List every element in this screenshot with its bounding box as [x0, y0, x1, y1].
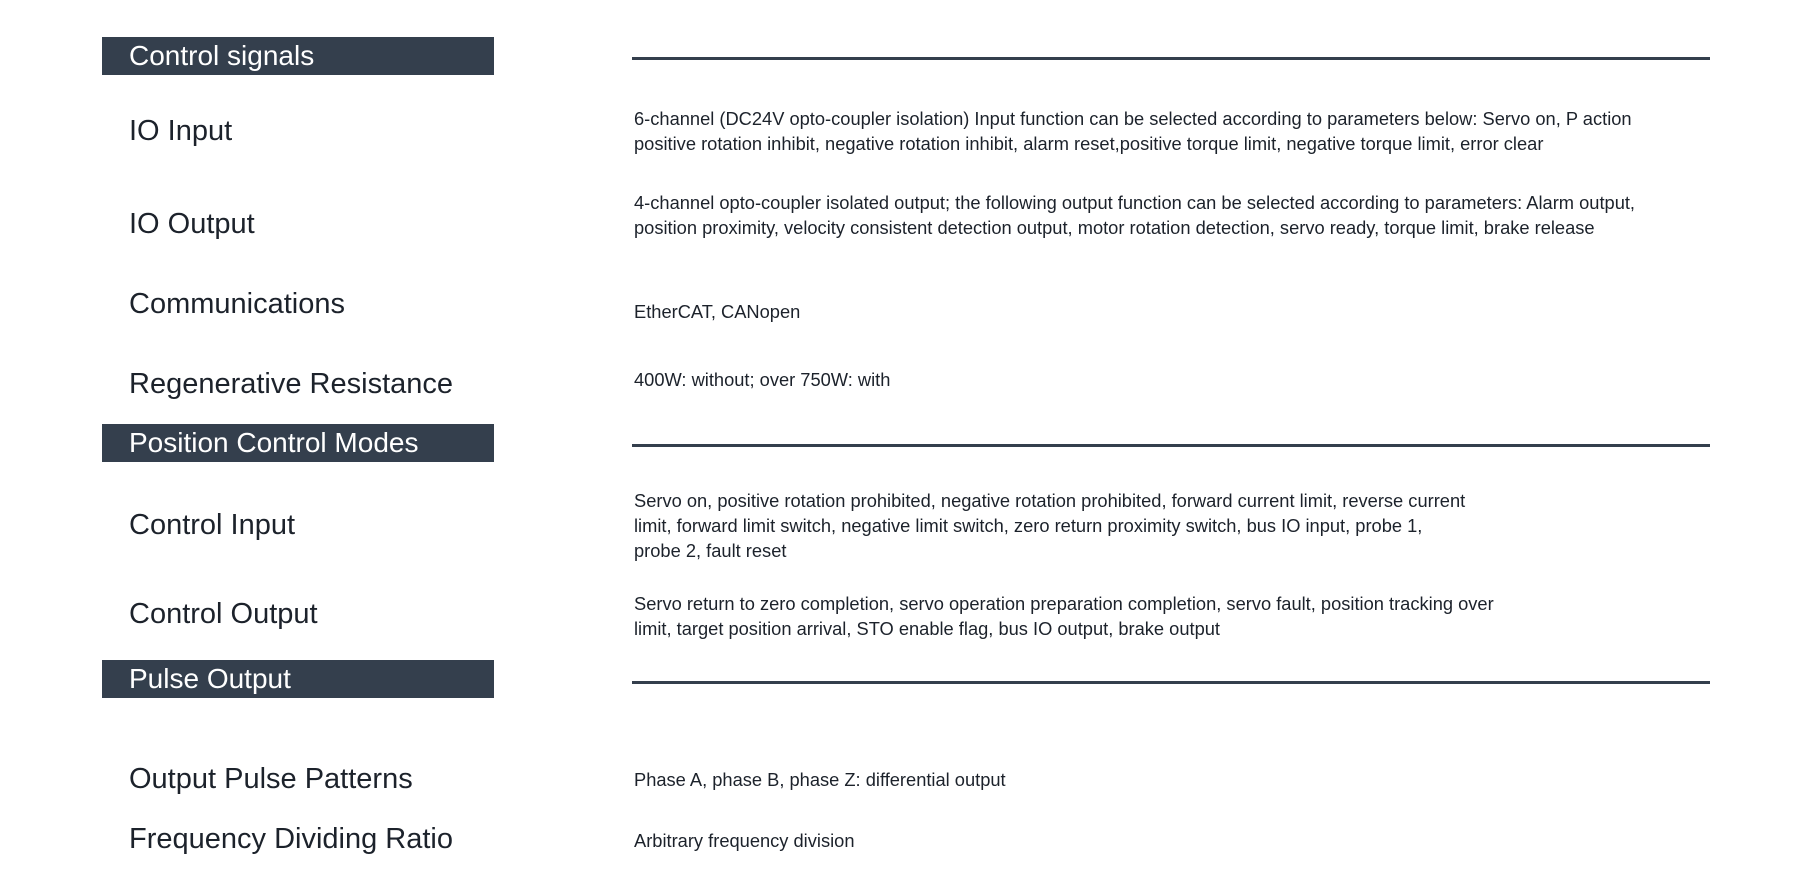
- spec-label-regenerative-resistance: Regenerative Resistance: [129, 368, 454, 400]
- spec-label-control-output: Control Output: [129, 598, 318, 630]
- spec-label-communications: Communications: [129, 288, 345, 320]
- spec-value-communications: EtherCAT, CANopen: [634, 301, 801, 322]
- spec-value-io-input: 6-channel (DC24V opto-coupler isolation) Input function can be selected according to parameters below: Servo on, P action positive rotation inhibit, negative rotation inhibit, alarm reset,positive torque limit, negative torque limit, error clear: [634, 108, 1632, 154]
- spec-value-control-input: Servo on, positive rotation prohibited, negative rotation prohibited, forward current limit, reverse current limit, forward limit switch, negative limit switch, zero return proximity switch, bus IO input, probe 1, probe 2, fault reset: [634, 490, 1466, 561]
- spec-value-io-output: 4-channel opto-coupler isolated output; the following output function can be selected according to parameters: Alarm output, position proximity, velocity consistent detection output, motor rotation detection, servo ready, torque limit, brake release: [634, 192, 1636, 238]
- spec-label-io-input: IO Input: [129, 115, 233, 147]
- section-divider: [632, 444, 1710, 447]
- section-header-pulse-output: Pulse Output: [102, 660, 494, 698]
- spec-label-control-input: Control Input: [129, 509, 296, 541]
- section-header-control-signals: Control signals: [102, 37, 494, 75]
- spec-label-output-pulse-patterns: Output Pulse Patterns: [129, 763, 413, 795]
- section-divider: [632, 57, 1710, 60]
- spec-value-frequency-dividing-ratio: Arbitrary frequency division: [634, 830, 855, 851]
- spec-value-output-pulse-patterns: Phase A, phase B, phase Z: differential output: [634, 769, 1006, 790]
- spec-label-frequency-dividing-ratio: Frequency Dividing Ratio: [129, 823, 453, 855]
- spec-label-io-output: IO Output: [129, 208, 255, 240]
- section-divider: [632, 681, 1710, 684]
- section-header-position-control-modes: Position Control Modes: [102, 424, 494, 462]
- spec-value-regenerative-resistance: 400W: without; over 750W: with: [634, 369, 891, 390]
- spec-value-control-output: Servo return to zero completion, servo operation preparation completion, servo fault, position tracking over limit, target position arrival, STO enable flag, bus IO output, brake output: [634, 593, 1494, 639]
